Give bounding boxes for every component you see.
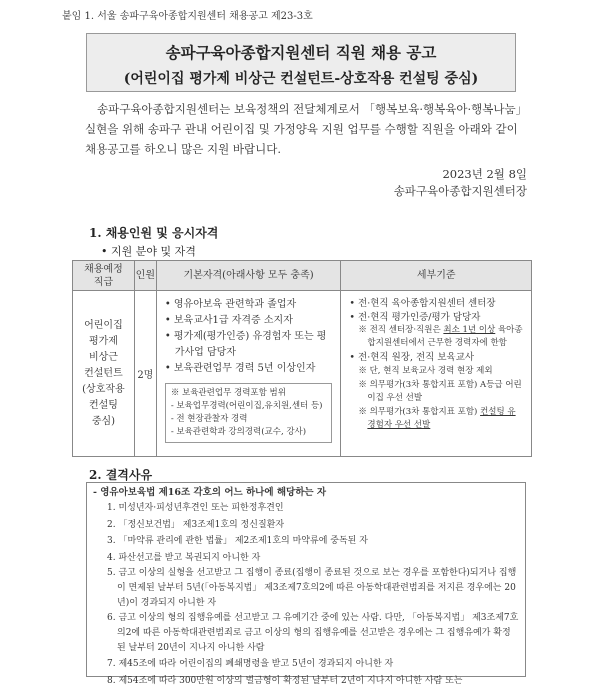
date-block xyxy=(394,166,527,200)
detail-note: ※ 의무평가(3차 통합지표 포함) A등급 어린이집 우선 선발 xyxy=(349,379,523,404)
basic-requirement-item: • 영유아보육 관련학과 졸업자 xyxy=(165,297,333,313)
requirements-table xyxy=(72,260,532,457)
section-1-subtitle: • 지원 분야 및 자격 xyxy=(101,243,196,259)
page-subtitle: (어린이집 평가제 비상근 컨설턴트-상호작용 컨설팅 중심) xyxy=(87,68,515,88)
career-scope-line: - 전 현장관찰자 경력 xyxy=(171,413,327,426)
disqualification-head: - 영유아보육법 제16조 각호의 어느 하나에 해당하는 자 xyxy=(93,486,519,500)
career-scope-line: - 보육관련학과 강의경력(교수, 강사) xyxy=(171,426,327,439)
cell-count: 2명 xyxy=(134,291,156,457)
career-scope-line: - 보육업무경력(어린이집,유치원,센터 등) xyxy=(171,400,327,413)
detail-note: ※ 단, 현직 보육교사 경력 현장 제외 xyxy=(349,365,523,378)
detail-note: ※ 전직 센터장·직원은 최소 1년 이상 육아종합지원센터에서 근무한 경력자에 한함 xyxy=(349,324,523,349)
disqualification-item: 5. 금고 이상의 실형을 선고받고 그 집행이 종료(집행이 종료된 것으로 보는 경우를 포함한다)되거나 집행이 면제된 날부터 5년(「아동복지법」 제3조제7호의2에 따른 아동학대관련범죄를 저지른 경우에는 20년)이 경과되지 아니한 자 xyxy=(93,566,519,611)
cell-detail xyxy=(341,291,532,457)
basic-requirement-item: • 보육관련업무 경력 5년 이상인자 xyxy=(165,361,333,377)
page-title: 송파구육아종합지원센터 직원 채용 공고 xyxy=(87,41,515,63)
detail-criterion-item: • 전·현직 평가인증/평가 담당자 xyxy=(349,311,523,325)
detail-criterion-item: • 전·현직 육아종합지원센터 센터장 xyxy=(349,297,523,311)
detail-note: ※ 의무평가(3차 통합지표 포함) 컨설팅 유경험자 우선 선발 xyxy=(349,406,523,431)
disqualification-item: 7. 제45조에 따라 어린이집의 폐쇄명령을 받고 5년이 경과되지 아니한 자 xyxy=(93,656,519,673)
cell-field: 어린이집 평가제 비상근 컨설턴트 (상호작용 컨설팅 중심) xyxy=(73,291,135,457)
disqualification-item: 6. 금고 이상의 형의 집행유예를 선고받고 그 유예기간 중에 있는 사람. 다만, 「아동복지법」 제3조제7호의2에 따른 아동학대관련범죄로 금고 이상의 형의 집행유예를 선고받은 경우에는 그 집행유예가 확정된 날부터 20년이 지나지 아니한 사람 xyxy=(93,611,519,656)
header-field: 채용예정 직급 xyxy=(73,261,135,291)
career-scope-line: ※ 보육관련업무 경력포함 범위 xyxy=(171,387,327,400)
notice-date: 2023년 2월 8일 xyxy=(394,166,527,183)
disqualification-item: 2. 「정신보건법」 제3조제1호의 정신질환자 xyxy=(93,517,519,534)
title-box xyxy=(86,33,516,92)
career-scope-box xyxy=(165,383,333,443)
disqualification-item: 3. 「마약류 관리에 관한 법률」 제2조제1호의 마약류에 중독된 자 xyxy=(93,533,519,550)
detail-criterion-item: • 전·현직 원장, 전직 보육교사 xyxy=(349,351,523,365)
issuer: 송파구육아종합지원센터장 xyxy=(394,183,527,200)
table-header-row xyxy=(73,261,532,291)
cell-basic xyxy=(156,291,341,457)
detail-note-emphasis: 컨설팅 유경험자 우선 선발 xyxy=(367,407,515,430)
section-2-title: 2. 결격사유 xyxy=(89,466,152,483)
intro-paragraph: 송파구육아종합지원센터는 보육정책의 전달체계로서 「행복보육·행복육아·행복나눔」 실현을 위해 송파구 관내 어린이집 및 가정양육 지원 업무를 수행할 직원을 아래와 같이 채용공고를 하오니 많은 지원 바랍니다. xyxy=(85,99,530,159)
attachment-label: 붙임 1. 서울 송파구육아종합지원센터 채용공고 제23-3호 xyxy=(62,7,313,22)
disqualification-item: 8. 제54조에 따라 300만원 이상의 벌금형이 확정된 날부터 2년이 지나지 아니한 사람 또는 xyxy=(93,673,519,689)
disqualification-item: 4. 파산선고를 받고 복권되지 아니한 자 xyxy=(93,550,519,567)
section-1-title: 1. 채용인원 및 응시자격 xyxy=(89,224,218,241)
disqualification-item: 1. 미성년자·피성년후견인 또는 피한정후견인 xyxy=(93,500,519,517)
disqualification-box xyxy=(86,482,526,677)
header-detail: 세부기준 xyxy=(341,261,532,291)
basic-requirement-item: • 보육교사1급 자격증 소지자 xyxy=(165,313,333,329)
table-row xyxy=(73,291,532,457)
detail-note-emphasis: 최소 1년 이상 xyxy=(443,325,495,335)
header-basic: 기본자격(아래사항 모두 충족) xyxy=(156,261,341,291)
basic-requirement-item: • 평가제(평가인증) 유경험자 또는 평가사업 담당자 xyxy=(165,329,333,361)
header-count: 인원 xyxy=(134,261,156,291)
